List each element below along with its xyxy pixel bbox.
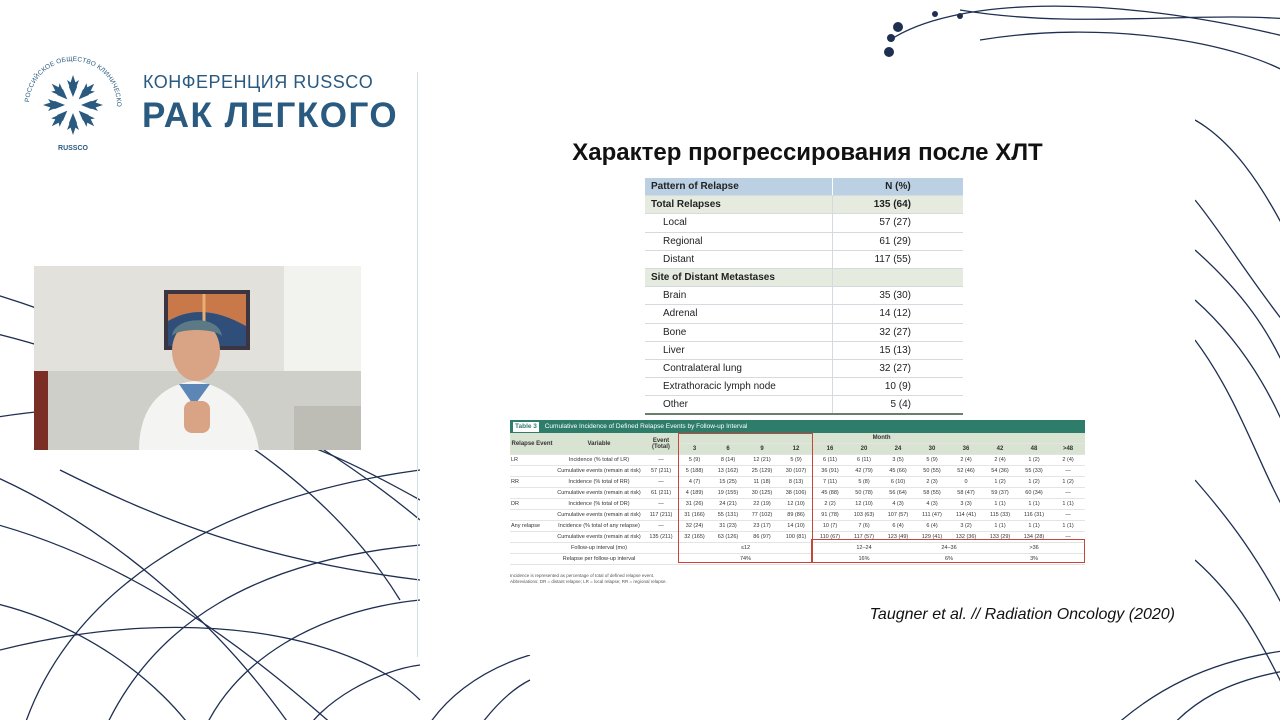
row-value: 35 (30) bbox=[832, 287, 963, 305]
month-cell: 8 (14) bbox=[711, 455, 745, 466]
month-cell: 133 (29) bbox=[983, 532, 1017, 543]
month-cell: 23 (17) bbox=[745, 521, 779, 532]
event-total-cell: 135 (211) bbox=[644, 532, 678, 543]
header-n: N (%) bbox=[832, 178, 963, 196]
month-cell: 6 (4) bbox=[881, 521, 915, 532]
footer-group-cell: 16% bbox=[813, 554, 915, 565]
row-label: Local bbox=[645, 214, 832, 232]
month-cell: 13 (162) bbox=[711, 466, 745, 477]
row-value: 117 (55) bbox=[832, 250, 963, 268]
month-cell: 31 (166) bbox=[678, 510, 711, 521]
row-value: 10 (9) bbox=[832, 378, 963, 396]
event-total-cell: — bbox=[644, 499, 678, 510]
month-cell: 55 (131) bbox=[711, 510, 745, 521]
month-cell: 1 (2) bbox=[1051, 477, 1085, 488]
table3-caption-bar bbox=[510, 420, 1085, 433]
month-cell: 110 (67) bbox=[813, 532, 847, 543]
conference-name: КОНФЕРЕНЦИЯ RUSSCO bbox=[143, 72, 374, 92]
table-section-row bbox=[645, 268, 963, 286]
month-cell: 50 (78) bbox=[847, 488, 881, 499]
relapse-event-cell bbox=[510, 488, 554, 499]
month-cell: 2 (4) bbox=[1051, 455, 1085, 466]
table3-label: Table 3 bbox=[515, 423, 537, 430]
month-cell: 1 (1) bbox=[1051, 521, 1085, 532]
month-cell: 107 (57) bbox=[881, 510, 915, 521]
month-cell: 4 (7) bbox=[678, 477, 711, 488]
table-footer-row bbox=[510, 554, 1085, 565]
header-event-total: Event (Total) bbox=[644, 433, 678, 455]
month-cell: 111 (47) bbox=[915, 510, 949, 521]
relapse-event-cell bbox=[510, 532, 554, 543]
table3-caption: Cumulative Incidence of Defined Relapse Events by Follow-up Interval bbox=[544, 423, 748, 430]
row-label: Bone bbox=[645, 323, 832, 341]
row-value: 61 (29) bbox=[832, 232, 963, 250]
snowflake-logo-icon bbox=[18, 50, 128, 160]
table-row bbox=[645, 232, 963, 250]
month-cell: 24 (21) bbox=[711, 499, 745, 510]
table-row bbox=[645, 359, 963, 377]
header-variable: Variable bbox=[554, 433, 644, 455]
table-row bbox=[645, 287, 963, 305]
month-cell: 5 (188) bbox=[678, 466, 711, 477]
month-cell: 4 (189) bbox=[678, 488, 711, 499]
header-month-value: 42 bbox=[983, 444, 1017, 455]
event-total-cell: — bbox=[644, 477, 678, 488]
month-cell: 86 (97) bbox=[745, 532, 779, 543]
month-cell: 6 (11) bbox=[847, 455, 881, 466]
event-total-cell: 117 (211) bbox=[644, 510, 678, 521]
month-cell: 77 (102) bbox=[745, 510, 779, 521]
month-cell: 30 (125) bbox=[745, 488, 779, 499]
table-header-row bbox=[645, 178, 963, 196]
month-cell: 56 (64) bbox=[881, 488, 915, 499]
month-cell: 14 (10) bbox=[779, 521, 813, 532]
header-month-value: 30 bbox=[915, 444, 949, 455]
row-label: Site of Distant Metastases bbox=[645, 268, 832, 286]
month-cell: 5 (9) bbox=[678, 455, 711, 466]
russco-logo bbox=[18, 50, 128, 160]
row-label: Brain bbox=[645, 287, 832, 305]
table-row bbox=[645, 250, 963, 268]
month-cell: 5 (9) bbox=[915, 455, 949, 466]
variable-cell: Incidence (% total of LR) bbox=[554, 455, 644, 466]
header-month: Month bbox=[678, 433, 1085, 444]
variable-cell: Cumulative events (remain at risk) bbox=[554, 466, 644, 477]
month-cell: 6 (11) bbox=[813, 455, 847, 466]
table-row bbox=[645, 396, 963, 415]
row-label: Contralateral lung bbox=[645, 359, 832, 377]
month-cell: 19 (155) bbox=[711, 488, 745, 499]
header-month-value: 20 bbox=[847, 444, 881, 455]
month-cell: — bbox=[1051, 466, 1085, 477]
month-cell: 58 (47) bbox=[949, 488, 983, 499]
table-section-row bbox=[645, 196, 963, 214]
event-total-cell: — bbox=[644, 521, 678, 532]
header-month-value: 48 bbox=[1017, 444, 1051, 455]
slide-title: Характер прогрессирования после ХЛТ bbox=[572, 139, 1043, 166]
month-cell: 1 (1) bbox=[983, 499, 1017, 510]
variable-cell: Incidence (% total of any relapse) bbox=[554, 521, 644, 532]
relapse-pattern-table bbox=[645, 178, 963, 415]
footer-empty-cell bbox=[644, 543, 678, 554]
table-row bbox=[510, 466, 1085, 477]
relapse-event-cell: LR bbox=[510, 455, 554, 466]
footer-empty-cell bbox=[510, 554, 554, 565]
table-row bbox=[510, 521, 1085, 532]
row-value: 5 (4) bbox=[832, 396, 963, 415]
month-cell: 7 (6) bbox=[847, 521, 881, 532]
event-total-cell: 57 (211) bbox=[644, 466, 678, 477]
month-cell: 132 (36) bbox=[949, 532, 983, 543]
month-cell: 12 (21) bbox=[745, 455, 779, 466]
row-label: Extrathoracic lymph node bbox=[645, 378, 832, 396]
month-cell: 30 (107) bbox=[779, 466, 813, 477]
footer-group-cell: 24–36 bbox=[915, 543, 983, 554]
speaker-webcam-video bbox=[34, 266, 361, 450]
month-cell: 1 (1) bbox=[1051, 499, 1085, 510]
table-row bbox=[645, 341, 963, 359]
month-cell: 6 (10) bbox=[881, 477, 915, 488]
month-cell: 7 (11) bbox=[813, 477, 847, 488]
month-cell: 25 (129) bbox=[745, 466, 779, 477]
row-value: 57 (27) bbox=[832, 214, 963, 232]
month-cell: 5 (8) bbox=[847, 477, 881, 488]
table3-note-line: Abbreviations: DR = distant relapse; LR = local relapse; RR = regional relapse. bbox=[510, 579, 667, 584]
header-month-value: 24 bbox=[881, 444, 915, 455]
month-cell: 22 (19) bbox=[745, 499, 779, 510]
variable-cell: Incidence (% total of DR) bbox=[554, 499, 644, 510]
header-month-value: 9 bbox=[745, 444, 779, 455]
footer-group-cell: 3% bbox=[983, 554, 1085, 565]
presentation-slide bbox=[420, 73, 1195, 655]
month-cell: 103 (63) bbox=[847, 510, 881, 521]
variable-cell: Cumulative events (remain at risk) bbox=[554, 510, 644, 521]
month-cell: 4 (3) bbox=[915, 499, 949, 510]
footer-empty-cell bbox=[644, 554, 678, 565]
row-label: Distant bbox=[645, 250, 832, 268]
month-cell: 1 (2) bbox=[1017, 455, 1051, 466]
follow-up-table bbox=[510, 433, 1085, 565]
footer-empty-cell bbox=[510, 543, 554, 554]
month-cell: 55 (33) bbox=[1017, 466, 1051, 477]
header-relapse-event: Relapse Event bbox=[510, 433, 554, 455]
row-value bbox=[832, 268, 963, 286]
month-cell: 4 (3) bbox=[881, 499, 915, 510]
month-cell: 1 (1) bbox=[1017, 521, 1051, 532]
month-cell: 11 (18) bbox=[745, 477, 779, 488]
variable-cell: Cumulative events (remain at risk) bbox=[554, 532, 644, 543]
month-cell: 91 (78) bbox=[813, 510, 847, 521]
header-month-value: 6 bbox=[711, 444, 745, 455]
month-cell: 12 (10) bbox=[847, 499, 881, 510]
month-cell: 6 (4) bbox=[915, 521, 949, 532]
month-cell: 59 (37) bbox=[983, 488, 1017, 499]
month-cell: 5 (9) bbox=[779, 455, 813, 466]
table-row bbox=[510, 499, 1085, 510]
row-label: Other bbox=[645, 396, 832, 415]
month-cell: 10 (7) bbox=[813, 521, 847, 532]
month-cell: 114 (41) bbox=[949, 510, 983, 521]
month-cell: 0 bbox=[949, 477, 983, 488]
row-value: 32 (27) bbox=[832, 323, 963, 341]
row-value: 14 (12) bbox=[832, 305, 963, 323]
month-cell: 134 (28) bbox=[1017, 532, 1051, 543]
variable-cell: Cumulative events (remain at risk) bbox=[554, 488, 644, 499]
header-month-value: 36 bbox=[949, 444, 983, 455]
event-total-cell: 61 (211) bbox=[644, 488, 678, 499]
row-value: 32 (27) bbox=[832, 359, 963, 377]
relapse-event-cell: RR bbox=[510, 477, 554, 488]
month-cell: 1 (2) bbox=[983, 477, 1017, 488]
month-cell: 89 (86) bbox=[779, 510, 813, 521]
header-month-value: 3 bbox=[678, 444, 711, 455]
table-row bbox=[510, 488, 1085, 499]
table-row bbox=[645, 214, 963, 232]
month-cell: 2 (2) bbox=[813, 499, 847, 510]
month-cell: — bbox=[1051, 510, 1085, 521]
relapse-event-cell: DR bbox=[510, 499, 554, 510]
month-cell: 32 (165) bbox=[678, 532, 711, 543]
month-cell: 45 (66) bbox=[881, 466, 915, 477]
table-row bbox=[645, 305, 963, 323]
month-cell: 58 (55) bbox=[915, 488, 949, 499]
footer-group-cell: 74% bbox=[678, 554, 813, 565]
footer-variable-cell: Follow-up interval (mo) bbox=[554, 543, 644, 554]
row-label: Liver bbox=[645, 341, 832, 359]
row-label: Regional bbox=[645, 232, 832, 250]
month-cell: 2 (4) bbox=[983, 455, 1017, 466]
row-value: 135 (64) bbox=[832, 196, 963, 214]
month-cell: 60 (34) bbox=[1017, 488, 1051, 499]
header-month-value: 12 bbox=[779, 444, 813, 455]
month-cell: 42 (79) bbox=[847, 466, 881, 477]
month-cell: 36 (91) bbox=[813, 466, 847, 477]
month-cell: 100 (81) bbox=[779, 532, 813, 543]
footer-group-cell: 6% bbox=[915, 554, 983, 565]
month-cell: 31 (26) bbox=[678, 499, 711, 510]
table-row bbox=[645, 378, 963, 396]
citation: Taugner et al. // Radiation Oncology (2020) bbox=[869, 606, 1175, 623]
month-cell: 129 (41) bbox=[915, 532, 949, 543]
month-cell: 2 (3) bbox=[915, 477, 949, 488]
month-cell: 1 (2) bbox=[1017, 477, 1051, 488]
variable-cell: Incidence (% total of RR) bbox=[554, 477, 644, 488]
speaker-video-frame bbox=[34, 266, 361, 450]
month-cell: — bbox=[1051, 488, 1085, 499]
month-cell: 1 (1) bbox=[983, 521, 1017, 532]
row-label: Total Relapses bbox=[645, 196, 832, 214]
table-footer-row bbox=[510, 543, 1085, 554]
month-cell: 45 (88) bbox=[813, 488, 847, 499]
relapse-event-cell: Any relapse bbox=[510, 521, 554, 532]
table-header-row bbox=[510, 433, 1085, 444]
svg-text:РОССИЙСКОЕ ОБЩЕСТВО КЛИНИЧЕСКО bbox=[18, 50, 122, 107]
month-cell: 12 (10) bbox=[779, 499, 813, 510]
month-cell: 115 (33) bbox=[983, 510, 1017, 521]
vertical-divider bbox=[417, 72, 418, 657]
month-cell: — bbox=[1051, 532, 1085, 543]
month-cell: 3 (2) bbox=[949, 521, 983, 532]
month-cell: 15 (25) bbox=[711, 477, 745, 488]
month-cell: 1 (1) bbox=[1017, 499, 1051, 510]
relapse-event-cell bbox=[510, 466, 554, 477]
month-cell: 2 (4) bbox=[949, 455, 983, 466]
month-cell: 52 (46) bbox=[949, 466, 983, 477]
footer-group-cell: 12–24 bbox=[813, 543, 915, 554]
footer-group-cell: ≤12 bbox=[678, 543, 813, 554]
month-cell: 117 (57) bbox=[847, 532, 881, 543]
month-cell: 116 (31) bbox=[1017, 510, 1051, 521]
logo-bottom-text: RUSSCO bbox=[58, 145, 88, 152]
row-value: 15 (13) bbox=[832, 341, 963, 359]
table-row bbox=[510, 477, 1085, 488]
month-cell: 50 (55) bbox=[915, 466, 949, 477]
header-month-value: 16 bbox=[813, 444, 847, 455]
footer-variable-cell: Relapse per follow-up interval bbox=[554, 554, 644, 565]
follow-up-table-figure bbox=[510, 420, 1085, 585]
month-cell: 123 (49) bbox=[881, 532, 915, 543]
month-cell: 63 (126) bbox=[711, 532, 745, 543]
footer-group-cell: >36 bbox=[983, 543, 1085, 554]
table3-note-line: Incidence is represented as percentage of total of defined relapse event. bbox=[510, 573, 655, 578]
month-cell: 31 (23) bbox=[711, 521, 745, 532]
event-total-cell: — bbox=[644, 455, 678, 466]
relapse-event-cell bbox=[510, 510, 554, 521]
table-row bbox=[645, 323, 963, 341]
row-label: Adrenal bbox=[645, 305, 832, 323]
month-cell: 3 (3) bbox=[949, 499, 983, 510]
month-cell: 3 (5) bbox=[881, 455, 915, 466]
relapse-pattern-body bbox=[645, 196, 963, 415]
logo-ring-text: РОССИЙСКОЕ ОБЩЕСТВО КЛИНИЧЕСКО bbox=[24, 55, 123, 108]
conference-topic: РАК ЛЕГКОГО bbox=[142, 96, 399, 135]
table-row bbox=[510, 532, 1085, 543]
header-pattern: Pattern of Relapse bbox=[645, 178, 832, 196]
month-cell: 54 (36) bbox=[983, 466, 1017, 477]
month-cell: 38 (106) bbox=[779, 488, 813, 499]
header-month-value: >48 bbox=[1051, 444, 1085, 455]
month-cell: 8 (13) bbox=[779, 477, 813, 488]
month-cell: 32 (24) bbox=[678, 521, 711, 532]
table3-notes bbox=[510, 573, 1085, 585]
table-row bbox=[510, 510, 1085, 521]
table-row bbox=[510, 455, 1085, 466]
